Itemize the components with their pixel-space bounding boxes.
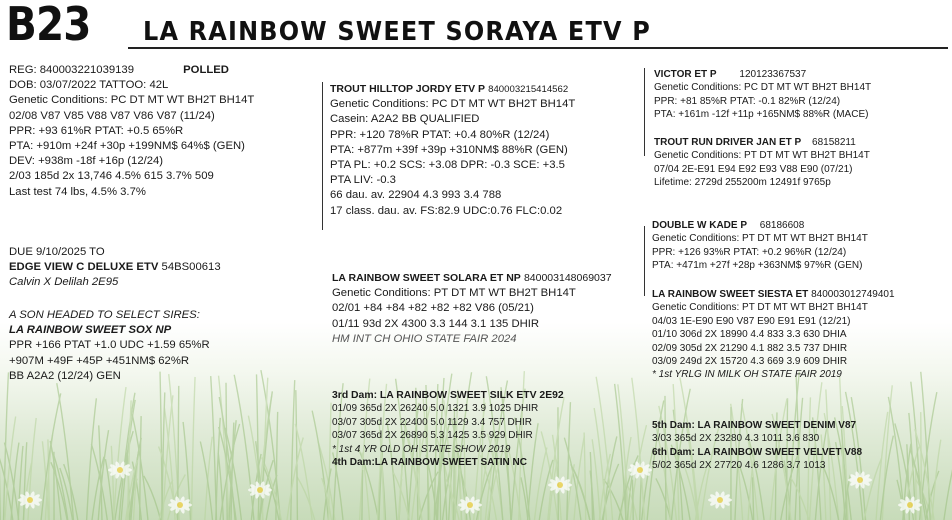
double-w-info bbox=[652, 219, 868, 273]
grass-blade bbox=[291, 380, 295, 520]
sire-reg: 840003215414562 bbox=[488, 84, 569, 95]
grass-blade bbox=[823, 466, 839, 520]
grass-blade bbox=[599, 454, 610, 520]
grass-blade bbox=[567, 402, 571, 520]
grass-blade bbox=[461, 474, 470, 520]
grass-blade bbox=[913, 460, 928, 520]
victor-connector-line bbox=[644, 68, 645, 156]
son-line: +907M +49F +45P +451NM$ 62%R bbox=[9, 354, 190, 367]
grass-blade bbox=[926, 471, 939, 520]
grass-blade bbox=[907, 444, 909, 520]
grass-blade bbox=[140, 416, 141, 520]
grass-blade bbox=[216, 418, 220, 520]
dam-name: LA RAINBOW SWEET SOLARA ET NP bbox=[332, 272, 521, 284]
grass-blade bbox=[5, 416, 16, 520]
grass-blade bbox=[295, 424, 312, 520]
siesta-line: 01/10 306d 2X 18990 4.4 833 3.3 630 DHIA bbox=[652, 329, 847, 341]
grass-blade bbox=[256, 441, 263, 520]
siesta-info bbox=[652, 288, 895, 382]
sire-line: 66 dau. av. 22904 4.3 993 3.4 788 bbox=[330, 189, 502, 202]
grass-blade bbox=[41, 393, 61, 520]
grass-blade bbox=[127, 479, 137, 520]
grass-blade bbox=[752, 477, 753, 520]
grass-blade bbox=[219, 376, 229, 520]
siesta-line: Genetic Conditions: PT DT MT WT BH2T BH14T bbox=[652, 302, 868, 314]
grass-blade bbox=[632, 378, 645, 520]
grass-blade bbox=[594, 408, 606, 520]
grass-blade bbox=[231, 423, 234, 520]
grass-blade bbox=[324, 468, 331, 520]
victor-info bbox=[654, 68, 871, 122]
double-w-reg: 68186608 bbox=[759, 220, 805, 231]
grass-blade bbox=[897, 480, 904, 520]
grass-blade bbox=[903, 444, 911, 520]
son-name: LA RAINBOW SWEET SOX NP bbox=[9, 324, 172, 337]
grass-blade bbox=[564, 438, 581, 520]
grass-blade bbox=[18, 446, 23, 520]
animal-line: 02/08 V87 V85 V88 V87 V86 V87 (11/24) bbox=[9, 109, 215, 122]
title-underline bbox=[128, 47, 948, 49]
grass-blade bbox=[276, 412, 278, 520]
grass-blade bbox=[51, 462, 67, 520]
animal-info bbox=[9, 63, 254, 200]
dam-note: HM INT CH OHIO STATE FAIR 2024 bbox=[332, 332, 517, 345]
siesta-line: 04/03 1E-E90 E90 V87 E90 E91 E91 (12/21) bbox=[652, 315, 851, 327]
dam-line: Genetic Conditions: PT DT MT WT BH2T BH14T bbox=[332, 287, 576, 300]
grass-blade bbox=[4, 443, 18, 520]
grass-blade bbox=[11, 443, 19, 520]
grass-blade bbox=[393, 473, 409, 520]
grass-blade bbox=[596, 377, 612, 520]
service-sire-name: EDGE VIEW C DELUXE ETV bbox=[9, 261, 159, 274]
grass-blade bbox=[126, 460, 138, 520]
grass-blade bbox=[399, 467, 402, 520]
grass-blade bbox=[329, 403, 331, 520]
sire-line: PTA: +877m +39f +39p +310NM$ 88%R (GEN) bbox=[330, 143, 568, 156]
grass-blade bbox=[111, 446, 114, 520]
grass-blade bbox=[261, 370, 280, 520]
grass-blade bbox=[169, 374, 180, 520]
grass-blade bbox=[615, 384, 626, 520]
sire-connector-line bbox=[322, 82, 323, 230]
polled-label: POLLED bbox=[183, 64, 229, 76]
grass-blade bbox=[91, 444, 107, 520]
fourth-dam-name: 4th Dam:LA RAINBOW SWEET SATIN NC bbox=[332, 457, 527, 469]
grass-blade bbox=[880, 436, 893, 520]
grass-blade bbox=[915, 429, 934, 520]
sire-line: PTA LIV: -0.3 bbox=[330, 174, 396, 187]
animal-line: DOB: 03/07/2022 TATTOO: 42L bbox=[9, 79, 169, 92]
sixth-dam-name: 6th Dam: LA RAINBOW SWEET VELVET V88 bbox=[652, 446, 863, 458]
grass-blade bbox=[132, 414, 148, 520]
grass-blade bbox=[178, 386, 179, 520]
grass-blade bbox=[251, 454, 261, 520]
grass-blade bbox=[220, 424, 240, 520]
grass-blade bbox=[219, 397, 235, 520]
third-dam-info bbox=[332, 389, 564, 469]
grass-blade bbox=[262, 457, 282, 520]
grass-blade bbox=[200, 441, 212, 520]
grass-blade bbox=[262, 378, 267, 520]
daisy-icon bbox=[548, 476, 572, 494]
sire-line: 17 class. dau. av. FS:82.9 UDC:0.76 FLC:0.02 bbox=[330, 204, 563, 217]
grass-blade bbox=[105, 459, 112, 520]
grass-blade bbox=[225, 428, 241, 520]
sire-line: PTA PL: +0.2 SCS: +3.08 DPR: -0.3 SCE: +3.5 bbox=[330, 159, 565, 172]
daisy-icon bbox=[18, 491, 42, 509]
trout-run-line: Lifetime: 2729d 255200m 12491f 9765p bbox=[654, 177, 831, 189]
grass-blade bbox=[99, 425, 102, 520]
grass-blade bbox=[312, 411, 328, 520]
grass-blade bbox=[584, 433, 586, 520]
registration-number: REG: 840003221039139 bbox=[9, 64, 134, 76]
grass-blade bbox=[23, 463, 31, 520]
grass-blade bbox=[567, 464, 574, 520]
service-sire-pedigree: Calvin X Delilah 2E95 bbox=[9, 276, 119, 289]
grass-blade bbox=[259, 460, 273, 520]
grass-blade bbox=[144, 476, 161, 520]
grass-blade bbox=[882, 385, 892, 520]
third-dam-line: 03/07 365d 2X 26890 5.3 1425 3.5 929 DHIR bbox=[332, 430, 533, 442]
grass-blade bbox=[895, 423, 914, 520]
grass-blade bbox=[621, 437, 631, 520]
grass-blade bbox=[163, 395, 173, 520]
grass-blade bbox=[911, 382, 922, 520]
grass-blade bbox=[191, 377, 195, 520]
grass-blade bbox=[115, 431, 133, 520]
grass-blade bbox=[129, 438, 141, 520]
fifth-dam-name: 5th Dam: LA RAINBOW SWEET DENIM V87 bbox=[652, 420, 857, 431]
grass-blade bbox=[127, 455, 129, 520]
sire-line: PPR: +120 78%R PTAT: +0.4 80%R (12/24) bbox=[330, 128, 550, 141]
victor-name: VICTOR ET P bbox=[654, 69, 717, 80]
grass-blade bbox=[183, 422, 190, 520]
grass-blade bbox=[297, 477, 315, 520]
grass-blade bbox=[257, 374, 259, 520]
grass-blade bbox=[864, 458, 881, 520]
grass-blade bbox=[398, 479, 401, 520]
dam-reg: 840003148069037 bbox=[523, 272, 612, 284]
animal-line: 2/03 185d 2x 13,746 4.5% 615 3.7% 509 bbox=[9, 170, 214, 183]
son-line: BB A2A2 (12/24) GEN bbox=[9, 369, 121, 382]
grass-blade bbox=[296, 390, 298, 520]
grass-blade bbox=[0, 453, 13, 520]
grass-blade bbox=[121, 400, 135, 520]
grass-blade bbox=[133, 447, 139, 520]
grass-blade bbox=[632, 480, 633, 520]
grass-blade bbox=[54, 456, 68, 520]
grass-blade bbox=[876, 412, 888, 520]
grass-blade bbox=[618, 384, 629, 520]
grass-blade bbox=[627, 463, 634, 520]
grass-blade bbox=[264, 466, 279, 520]
animal-line: DEV: +938m -18f +16p (12/24) bbox=[9, 155, 164, 168]
grass-blade bbox=[603, 436, 617, 520]
son-heading: A SON HEADED TO SELECT SIRES: bbox=[9, 309, 200, 321]
dam-info bbox=[332, 271, 612, 347]
siesta-note: * 1st YRLG IN MILK OH STATE FAIR 2019 bbox=[652, 369, 842, 381]
grass-blade bbox=[87, 398, 97, 520]
grass-blade bbox=[619, 455, 638, 520]
grass-blade bbox=[446, 479, 459, 520]
lot-number: B23 bbox=[6, 0, 91, 51]
dam-line: 02/01 +84 +84 +82 +82 +82 V86 (05/21) bbox=[332, 302, 534, 315]
due-date: DUE 9/10/2025 TO bbox=[9, 246, 105, 258]
son-info bbox=[9, 308, 210, 384]
grass-blade bbox=[119, 393, 135, 520]
grass-blade bbox=[904, 447, 919, 520]
grass-blade bbox=[98, 430, 108, 520]
son-line: PPR +166 PTAT +1.0 UDC +1.59 65%R bbox=[9, 339, 210, 352]
siesta-reg: 840003012749401 bbox=[811, 289, 895, 300]
animal-line: PTA: +910m +24f +30p +199NM$ 64%$ (GEN) bbox=[9, 140, 245, 153]
grass-blade bbox=[114, 387, 126, 520]
third-dam-line: 01/09 365d 2X 26240 5.0 1321 3.9 1025 DHIR bbox=[332, 403, 539, 415]
victor-reg: 120123367537 bbox=[739, 69, 807, 80]
victor-line: PPR: +81 85%R PTAT: -0.1 82%R (12/24) bbox=[654, 95, 841, 107]
grass-blade bbox=[260, 391, 272, 520]
grass-blade bbox=[695, 468, 706, 520]
grass-blade bbox=[630, 425, 646, 520]
daisy-icon bbox=[248, 481, 272, 499]
daisy-icon bbox=[898, 496, 922, 514]
fifth-dam-line: 3/03 365d 2X 23280 4.3 1011 3.6 830 bbox=[652, 433, 820, 445]
grass-blade bbox=[521, 477, 528, 520]
siesta-line: 02/09 305d 2X 21290 4.1 882 3.5 737 DHIR bbox=[652, 342, 848, 354]
due-info bbox=[9, 245, 221, 291]
grass-blade bbox=[625, 480, 637, 520]
grass-blade bbox=[322, 478, 332, 520]
grass-blade bbox=[4, 372, 9, 520]
grass-blade bbox=[910, 449, 926, 520]
daisy-icon bbox=[108, 461, 132, 479]
siesta-line: 03/09 249d 2X 15720 4.3 669 3.9 609 DHIR bbox=[652, 356, 848, 368]
trout-run-line: Genetic Conditions: PT DT MT WT BH2T BH14T bbox=[654, 150, 870, 162]
grass-blade bbox=[128, 400, 132, 520]
page-title: LA RAINBOW SWEET SORAYA ETV P bbox=[143, 17, 651, 47]
animal-line: Last test 74 lbs, 4.5% 3.7% bbox=[9, 185, 146, 198]
grass-blade bbox=[57, 383, 74, 520]
grass-blade bbox=[944, 433, 952, 520]
grass-blade bbox=[205, 437, 212, 520]
third-dam-line: 03/07 305d 2X 22400 5.0 1129 3.4 757 DHIR bbox=[332, 416, 532, 428]
grass-blade bbox=[604, 479, 623, 520]
double-w-line: PPR: +126 93%R PTAT: +0.2 96%R (12/24) bbox=[652, 246, 847, 258]
siesta-name: LA RAINBOW SWEET SIESTA ET bbox=[652, 289, 809, 300]
grass-blade bbox=[45, 435, 52, 520]
grass-blade bbox=[477, 465, 493, 520]
grass-blade bbox=[92, 457, 104, 520]
grass-blade bbox=[60, 468, 73, 520]
double-w-name: DOUBLE W KADE P bbox=[652, 220, 747, 231]
grass-blade bbox=[218, 453, 223, 520]
trout-run-line: 07/04 2E-E91 E94 E92 E93 V88 E90 (07/21) bbox=[654, 163, 853, 175]
double-w-line: PTA: +471m +27f +28p +363NM$ 97%R (GEN) bbox=[652, 260, 863, 272]
grass-blade bbox=[226, 383, 227, 520]
double-w-line: Genetic Conditions: PT DT MT WT BH2T BH14T bbox=[652, 233, 868, 245]
grass-blade bbox=[844, 475, 851, 520]
grass-blade bbox=[48, 439, 49, 520]
grass-blade bbox=[916, 479, 932, 520]
grass-blade bbox=[24, 442, 27, 520]
daisy-icon bbox=[168, 496, 192, 514]
grass-blade bbox=[920, 392, 937, 520]
animal-line: Genetic Conditions: PC DT MT WT BH2T BH14T bbox=[9, 94, 255, 107]
grass-blade bbox=[916, 468, 917, 520]
grass-blade bbox=[656, 478, 671, 520]
grass-blade bbox=[640, 463, 642, 520]
grass-blade bbox=[28, 418, 36, 520]
trout-run-reg: 68158211 bbox=[812, 137, 856, 148]
grass-blade bbox=[921, 412, 922, 520]
grass-blade bbox=[211, 376, 217, 520]
grass-blade bbox=[287, 438, 303, 520]
grass-blade bbox=[168, 474, 186, 520]
grass-blade bbox=[602, 464, 618, 520]
grass-blade bbox=[888, 397, 904, 520]
sixth-dam-line: 5/02 365d 2X 27720 4.6 1286 3.7 1013 bbox=[652, 460, 826, 472]
grass-blade bbox=[590, 471, 594, 520]
grass-blade bbox=[909, 413, 916, 520]
grass-blade bbox=[574, 436, 584, 520]
grass-blade bbox=[440, 463, 441, 520]
grass-blade bbox=[159, 480, 173, 520]
third-dam-note: * 1st 4 YR OLD OH STATE SHOW 2019 bbox=[332, 443, 511, 455]
grass-blade bbox=[571, 464, 590, 520]
grass-blade bbox=[42, 441, 48, 520]
victor-line: Genetic Conditions: PC DT MT WT BH2T BH14T bbox=[654, 82, 872, 94]
daisy-icon bbox=[458, 496, 482, 514]
trout-run-info bbox=[654, 136, 870, 190]
sire-line: Genetic Conditions: PC DT MT WT BH2T BH14T bbox=[330, 98, 576, 111]
grass-blade bbox=[573, 469, 589, 520]
grass-blade bbox=[590, 452, 592, 520]
grass-blade bbox=[162, 392, 165, 520]
grass-blade bbox=[932, 440, 941, 520]
grass-blade bbox=[248, 416, 263, 520]
grass-blade bbox=[257, 396, 271, 520]
grass-blade bbox=[131, 452, 139, 520]
grass-blade bbox=[460, 469, 461, 520]
grass-blade bbox=[229, 420, 236, 520]
grass-blade bbox=[160, 372, 162, 520]
dam-line: 01/11 93d 2X 4300 3.3 144 3.1 135 DHIR bbox=[332, 317, 540, 330]
grass-blade bbox=[921, 372, 930, 520]
victor-line: PTA: +161m -12f +11p +165NM$ 88%R (MACE) bbox=[654, 109, 869, 121]
third-dam-name: 3rd Dam: LA RAINBOW SWEET SILK ETV 2E92 bbox=[332, 390, 564, 401]
double-w-connector-line bbox=[644, 226, 645, 296]
grass-blade bbox=[132, 462, 141, 520]
grass-blade bbox=[362, 470, 363, 520]
grass-blade bbox=[50, 441, 61, 520]
trout-run-name: TROUT RUN DRIVER JAN ET P bbox=[654, 137, 802, 148]
grass-blade bbox=[164, 408, 175, 520]
animal-line: PPR: +93 61%R PTAT: +0.5 65%R bbox=[9, 124, 184, 137]
sire-info bbox=[330, 82, 575, 219]
sire-name: TROUT HILLTOP JORDY ETV P bbox=[330, 83, 485, 95]
grass-blade bbox=[159, 447, 178, 520]
grass-blade bbox=[219, 427, 236, 520]
grass-blade bbox=[266, 475, 277, 520]
fifth-dam-info bbox=[652, 419, 862, 473]
sire-line: Casein: A2A2 BB QUALIFIED bbox=[330, 113, 480, 126]
grass-blade bbox=[790, 477, 809, 520]
daisy-icon bbox=[628, 461, 652, 479]
daisy-icon bbox=[848, 471, 872, 489]
grass-blade bbox=[234, 375, 254, 520]
grass-blade bbox=[419, 472, 438, 520]
grass-blade bbox=[739, 465, 752, 520]
daisy-icon bbox=[708, 491, 732, 509]
grass-blade bbox=[592, 439, 600, 520]
service-sire-code: 54BS00613 bbox=[161, 261, 221, 274]
grass-blade bbox=[64, 464, 78, 520]
